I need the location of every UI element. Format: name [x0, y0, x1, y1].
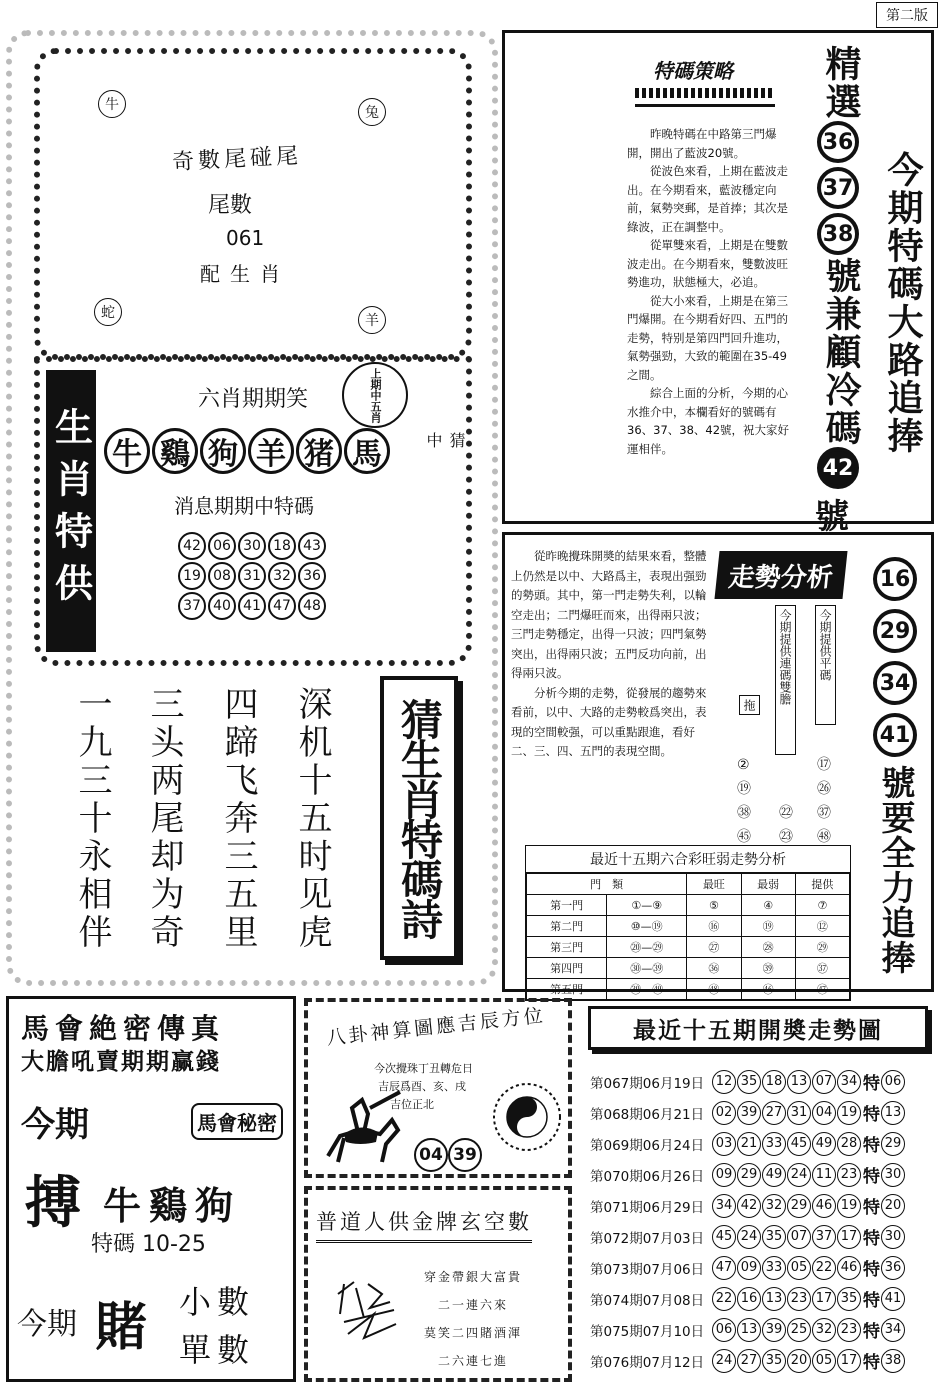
draw-number: 13: [787, 1070, 811, 1094]
draw-number: 34: [712, 1194, 736, 1218]
table-cell: ⑩—⑲: [607, 916, 687, 937]
history-row: [590, 1252, 930, 1283]
tuo-number: ㊳: [737, 805, 751, 821]
draw-number: 19: [837, 1101, 861, 1125]
fax-bo: 搏: [25, 1170, 81, 1236]
tail-value: 061: [226, 226, 265, 250]
special-label: 特: [863, 1291, 880, 1311]
draw-number: 29: [737, 1163, 761, 1187]
draw-number: 32: [762, 1194, 786, 1218]
draw-number: 35: [737, 1070, 761, 1094]
pick-42: 42: [817, 447, 859, 489]
trend-panel: [502, 532, 934, 996]
table-cell: ㉗: [687, 937, 741, 958]
tema-number: 48: [298, 592, 326, 620]
tema-number: 32: [268, 562, 296, 590]
special-number: 38: [881, 1349, 905, 1373]
special-label: 特: [863, 1167, 880, 1187]
issue-date: 第068期06月21日: [590, 1106, 705, 1123]
strategy-paragraph: 綜合上面的分析，今期的心水推介中，本欄看好的號碼有36、37、38、42號，祝大家好運相伴。: [627, 386, 790, 456]
kongshu-panel: [304, 1186, 572, 1382]
th-hot: 最旺: [687, 874, 741, 895]
door-name: 第二門: [527, 916, 607, 937]
odd-tail-panel: [34, 48, 472, 360]
ping-number: ㉖: [817, 781, 831, 797]
draw-number: 49: [762, 1163, 786, 1187]
special-number: 06: [881, 1070, 905, 1094]
kongshu-title: 普道人供金牌玄空數: [316, 1206, 532, 1243]
history-row: [590, 1314, 930, 1345]
draw-number: 09: [737, 1256, 761, 1280]
draw-number: 17: [812, 1287, 836, 1311]
history-row: [590, 1159, 930, 1190]
draw-number: 33: [762, 1256, 786, 1280]
history-row: [590, 1128, 930, 1159]
strategy-paragraph: 昨晚特碼在中路第三門爆開，開出了藍波20號。: [627, 127, 777, 160]
table-cell: ㊽: [687, 979, 741, 1000]
strategy-logo: [635, 55, 775, 107]
ping-number: ㊲: [817, 805, 831, 821]
special-number: 20: [881, 1194, 905, 1218]
draw-number: 45: [787, 1132, 811, 1156]
tuo-number: ⑲: [737, 781, 751, 797]
bagua-title: 八卦神算圖應吉辰方位: [325, 1004, 547, 1050]
poem-title-box: [380, 676, 458, 960]
draw-number: 24: [737, 1225, 761, 1249]
fax-du: 賭: [95, 1297, 148, 1358]
door-name: 第一門: [527, 895, 607, 916]
draw-number: 37: [812, 1225, 836, 1249]
pick-38: 38: [817, 213, 859, 255]
trend-table-box: [525, 845, 851, 1001]
tuo-label: 拖: [739, 695, 760, 715]
table-cell: ④: [741, 895, 795, 916]
draw-number: 02: [712, 1101, 736, 1125]
match-zodiac: 配生肖: [200, 262, 290, 286]
draw-number: 33: [762, 1132, 786, 1156]
ping-numbers: [817, 753, 833, 849]
special-label: 特: [863, 1260, 880, 1280]
th-provide: 提供: [795, 874, 849, 895]
cold-note: 號兼顧冷碼: [820, 257, 861, 447]
table-cell: ⑯: [687, 916, 741, 937]
fax-tema: 特碼 10-25: [91, 1232, 206, 1257]
shengxiao-number-grid: [178, 532, 326, 622]
th-category: 門 類: [527, 874, 687, 895]
tuo-number: ㊺: [737, 829, 751, 845]
draw-number: 45: [712, 1225, 736, 1249]
draw-number: 22: [712, 1287, 736, 1311]
liuxiao-heading: 六肖期期笑: [198, 387, 309, 412]
issue-date: 第072期07月03日: [590, 1230, 705, 1247]
tema-heading: 消息期期中特碼: [174, 494, 314, 518]
kongshu-line3: 莫笑二四賭酒渾: [424, 1326, 523, 1340]
draw-number: 35: [837, 1287, 861, 1311]
kongshu-line1: 穿金帶銀大富貴: [424, 1270, 523, 1284]
draw-number: 27: [737, 1349, 761, 1373]
draw-number: 27: [762, 1101, 786, 1125]
table-cell: ①—⑨: [607, 895, 687, 916]
issue-date: 第070期06月26日: [590, 1168, 705, 1185]
draw-number: 17: [837, 1225, 861, 1249]
table-cell: ⑤: [687, 895, 741, 916]
table-cell: ㊻: [741, 979, 795, 1000]
trend-table-row: [527, 916, 850, 937]
issue-date: 第073期07月06日: [590, 1261, 705, 1278]
animal-pig: 猪: [296, 428, 342, 474]
draw-number: 04: [812, 1101, 836, 1125]
issue-date: 第067期06月19日: [590, 1075, 705, 1092]
special-number: 29: [881, 1132, 905, 1156]
zodiac-goat: 羊: [358, 306, 386, 334]
lian-number: ㉒: [779, 805, 793, 821]
logo-stripe: [635, 88, 775, 98]
draw-number: 23: [837, 1163, 861, 1187]
draw-number: 13: [762, 1287, 786, 1311]
zodiac-ox: 牛: [98, 90, 126, 118]
tema-number: 30: [238, 532, 266, 560]
tema-number: 18: [268, 532, 296, 560]
tema-number: 47: [268, 592, 296, 620]
tema-number: 43: [298, 532, 326, 560]
trend-table-row: [527, 895, 850, 916]
draw-number: 35: [762, 1225, 786, 1249]
special-label: 特: [863, 1322, 880, 1342]
six-animals: [104, 428, 390, 474]
poem-columns: [60, 680, 360, 970]
kongshu-line2: 二一連六來: [438, 1298, 509, 1312]
table-cell: ㊴: [741, 958, 795, 979]
lian-number: ㉓: [779, 829, 793, 845]
special-number: 34: [881, 1318, 905, 1342]
lian-label: 今期提供連碼雙膽: [775, 605, 796, 755]
issue-date: 第071期06月29日: [590, 1199, 705, 1216]
page-label: 第二版: [876, 2, 938, 28]
tuo-number: ②: [737, 757, 750, 773]
number-row: [178, 592, 326, 620]
strategy-big-title: 今期特碼大路追捧: [882, 151, 923, 455]
draw-number: 13: [737, 1318, 761, 1342]
draw-number: 46: [837, 1256, 861, 1280]
fax-animals: 牛鷄狗: [103, 1183, 242, 1228]
th-cold: 最弱: [741, 874, 795, 895]
draw-number: 49: [812, 1132, 836, 1156]
draw-number: 16: [737, 1287, 761, 1311]
pick-37: 37: [817, 167, 859, 209]
draw-number: 09: [712, 1163, 736, 1187]
issue-date: 第074期07月08日: [590, 1292, 705, 1309]
draw-number: 11: [812, 1163, 836, 1187]
table-cell: ㉚—㊴: [607, 958, 687, 979]
fax-jinqi: 今期: [21, 1105, 89, 1145]
draw-number: 05: [787, 1256, 811, 1280]
trend-table-row: [527, 937, 850, 958]
tema-number: 06: [208, 532, 236, 560]
tema-number: 41: [238, 592, 266, 620]
draw-number: 20: [787, 1349, 811, 1373]
history-row: [590, 1283, 930, 1314]
draw-number: 47: [712, 1256, 736, 1280]
draw-number: 28: [837, 1132, 861, 1156]
draw-number: 42: [737, 1194, 761, 1218]
table-cell: ⑳—㉙: [607, 937, 687, 958]
draw-number: 12: [712, 1070, 736, 1094]
tema-number: 36: [298, 562, 326, 590]
strategy-paragraph: 從波色來看，上期在藍波走出。在今期看來，藍波穩定向前，氣勢突郵，是首捧；其次是綠波，正在調整中。: [627, 164, 788, 234]
poem-col-3: 四蹄飞奔三五里: [218, 686, 258, 952]
trend-table-row: [527, 958, 850, 979]
fax-line2: 大膽吼賣期期赢錢: [21, 1048, 221, 1075]
trend-big-text: 號要全力追捧: [875, 765, 915, 975]
bagua-line1: 今次攪珠丁丑轉危日: [374, 1062, 473, 1075]
bigpick-29: 29: [873, 609, 917, 653]
signature-icon: [334, 1274, 404, 1344]
table-cell: ㊱: [687, 958, 741, 979]
special-number: 30: [881, 1225, 905, 1249]
table-cell: ㉘: [741, 937, 795, 958]
trend-text: [511, 547, 709, 762]
fax-odd: 單數: [179, 1331, 256, 1369]
draw-number: 18: [762, 1070, 786, 1094]
ping-number: ㊽: [817, 829, 831, 845]
bagua-num-39: 39: [448, 1138, 482, 1172]
trend-paragraph: 分析今期的走勢，從發展的趨勢來看前，以中、大路的走勢較爲突出，表現的空間較强，可以重點跟進，看好二、三、四、五門的表現空間。: [511, 685, 707, 758]
zodiac-rabbit: 兔: [358, 98, 386, 126]
special-label: 特: [863, 1105, 880, 1125]
strategy-logo-title: 特碼策略: [653, 59, 733, 83]
special-label: 特: [863, 1229, 880, 1249]
draw-number: 05: [812, 1349, 836, 1373]
poem-col-4: 深机十五时见虎: [292, 686, 332, 952]
bigpick-41: 41: [873, 713, 917, 757]
table-cell: ㊲: [795, 958, 849, 979]
draw-number: 35: [762, 1349, 786, 1373]
animal-ox: 牛: [104, 428, 150, 474]
tema-number: 37: [178, 592, 206, 620]
tail-label: 尾數: [208, 193, 253, 218]
strategy-paragraph: 從單雙來看，上期是在雙數波走出。在今期看來，雙數波旺勢進功，狀態極大，必追。: [627, 238, 788, 289]
special-label: 特: [863, 1136, 880, 1156]
pick-36: 36: [817, 121, 859, 163]
poem-title: 猜生肖特碼詩: [395, 698, 444, 938]
trend-table: [526, 873, 850, 1000]
shengxiao-side-title: 生肖特供: [46, 370, 96, 652]
lian-numbers: [779, 801, 795, 849]
fax-small: 小數: [179, 1283, 256, 1321]
bagua-line3: 吉位正北: [390, 1098, 434, 1111]
fax-line1: 馬會絶密傳真: [21, 1012, 226, 1045]
history-row: [590, 1097, 930, 1128]
draw-number: 34: [837, 1070, 861, 1094]
draw-number: 07: [787, 1225, 811, 1249]
table-cell: ㊼: [795, 979, 849, 1000]
draw-number: 23: [787, 1287, 811, 1311]
ping-number: ⑰: [817, 757, 831, 773]
table-cell: ⑫: [795, 916, 849, 937]
door-name: 第三門: [527, 937, 607, 958]
kongshu-line4: 二六連七進: [438, 1354, 509, 1368]
history-title: 最近十五期開奬走勢圖: [588, 1006, 928, 1050]
history-row: [590, 1190, 930, 1221]
special-number: 13: [881, 1101, 905, 1125]
number-row: [178, 532, 326, 560]
animal-rooster: 鷄: [152, 428, 198, 474]
fax-jinqi2: 今期: [17, 1307, 77, 1342]
select-heading: 精選: [820, 45, 861, 121]
warrior-horse-icon: [320, 1086, 404, 1170]
animal-goat: 羊: [248, 428, 294, 474]
special-label: 特: [863, 1353, 880, 1373]
animal-dog: 狗: [200, 428, 246, 474]
tuo-numbers: [737, 753, 753, 849]
tema-number: 08: [208, 562, 236, 590]
draw-number: 25: [787, 1318, 811, 1342]
door-name: 第四門: [527, 958, 607, 979]
draw-number: 07: [812, 1070, 836, 1094]
strategy-text: [627, 125, 795, 458]
trend-paragraph: 從昨晚攪珠開奬的結果來看，整體上仍然是以中、大路爲主，表現出强勁的勢頭。其中，第一門走勢失利，以輪空走出；二門爆旺而來，出得兩只波；三門走勢穩定，出得一只波；四門氣勢突出，出得兩只波；五門反功向前，出得兩只波。: [511, 549, 707, 680]
trend-title: 走勢分析: [714, 551, 847, 599]
draw-number: 24: [787, 1163, 811, 1187]
number-row: [178, 562, 326, 590]
history-row: [590, 1066, 930, 1097]
fax-stamp: 馬會秘密: [191, 1103, 283, 1140]
history-table: [590, 1066, 930, 1376]
tema-number: 19: [178, 562, 206, 590]
fax-panel: [6, 996, 296, 1382]
strategy-panel: [502, 30, 934, 537]
bagua-panel: [304, 998, 572, 1178]
draw-number: 46: [812, 1194, 836, 1218]
draw-number: 31: [787, 1101, 811, 1125]
bagua-num-04: 04: [414, 1138, 448, 1172]
draw-number: 39: [737, 1101, 761, 1125]
guess-side-note: 猜中: [424, 432, 466, 528]
tema-number: 31: [238, 562, 266, 590]
draw-number: 32: [812, 1318, 836, 1342]
issue-date: 第075期07月10日: [590, 1323, 705, 1340]
bagua-line2: 吉辰爲酉、亥、戌: [378, 1080, 466, 1093]
animal-horse: 馬: [344, 428, 390, 474]
tema-number: 42: [178, 532, 206, 560]
poem-col-1: 一九三十永相伴: [72, 686, 112, 952]
hao-char: 號: [815, 497, 849, 537]
special-label: 特: [863, 1074, 880, 1094]
draw-number: 29: [787, 1194, 811, 1218]
history-row: [590, 1345, 930, 1376]
special-label: 特: [863, 1198, 880, 1218]
door-name: 第五門: [527, 979, 607, 1000]
issue-date: 第076期07月12日: [590, 1354, 705, 1371]
strategy-paragraph: 從大小來看，上期是在第三門爆開。在今期看好四、五門的走勢，特别是第四門回升進功，氣勢强勁，大致的範圍在35-49之間。: [627, 293, 788, 382]
draw-number: 22: [812, 1256, 836, 1280]
poem-col-2: 三头两尾却为奇: [144, 686, 184, 952]
bigpick-34: 34: [873, 661, 917, 705]
draw-number: 39: [762, 1318, 786, 1342]
draw-number: 06: [712, 1318, 736, 1342]
special-number: 30: [881, 1163, 905, 1187]
history-row: [590, 1221, 930, 1252]
draw-number: 23: [837, 1318, 861, 1342]
bigpick-16: 16: [873, 557, 917, 601]
special-number: 36: [881, 1256, 905, 1280]
draw-number: 03: [712, 1132, 736, 1156]
draw-number: 24: [712, 1349, 736, 1373]
tema-number: 40: [208, 592, 236, 620]
zodiac-snake: 蛇: [94, 298, 122, 326]
table-cell: ㉙: [795, 937, 849, 958]
trend-table-row: [527, 979, 850, 1000]
odd-tail-title: 奇數尾碰尾: [171, 143, 303, 176]
draw-number: 19: [837, 1194, 861, 1218]
table-cell: ⑲: [741, 916, 795, 937]
ping-label: 今期提供平碼: [815, 605, 836, 725]
bagua-diagram-icon: [490, 1080, 564, 1154]
issue-date: 第069期06月24日: [590, 1137, 705, 1154]
draw-number: 21: [737, 1132, 761, 1156]
trend-table-title: 最近十五期六合彩旺弱走勢分析: [526, 846, 850, 873]
special-number: 41: [881, 1287, 905, 1311]
shengxiao-panel: [34, 356, 472, 666]
table-cell: ㊴—㊾: [607, 979, 687, 1000]
table-cell: ⑦: [795, 895, 849, 916]
draw-number: 17: [837, 1349, 861, 1373]
stamp-last-issue: 上期中五肖: [342, 362, 408, 428]
